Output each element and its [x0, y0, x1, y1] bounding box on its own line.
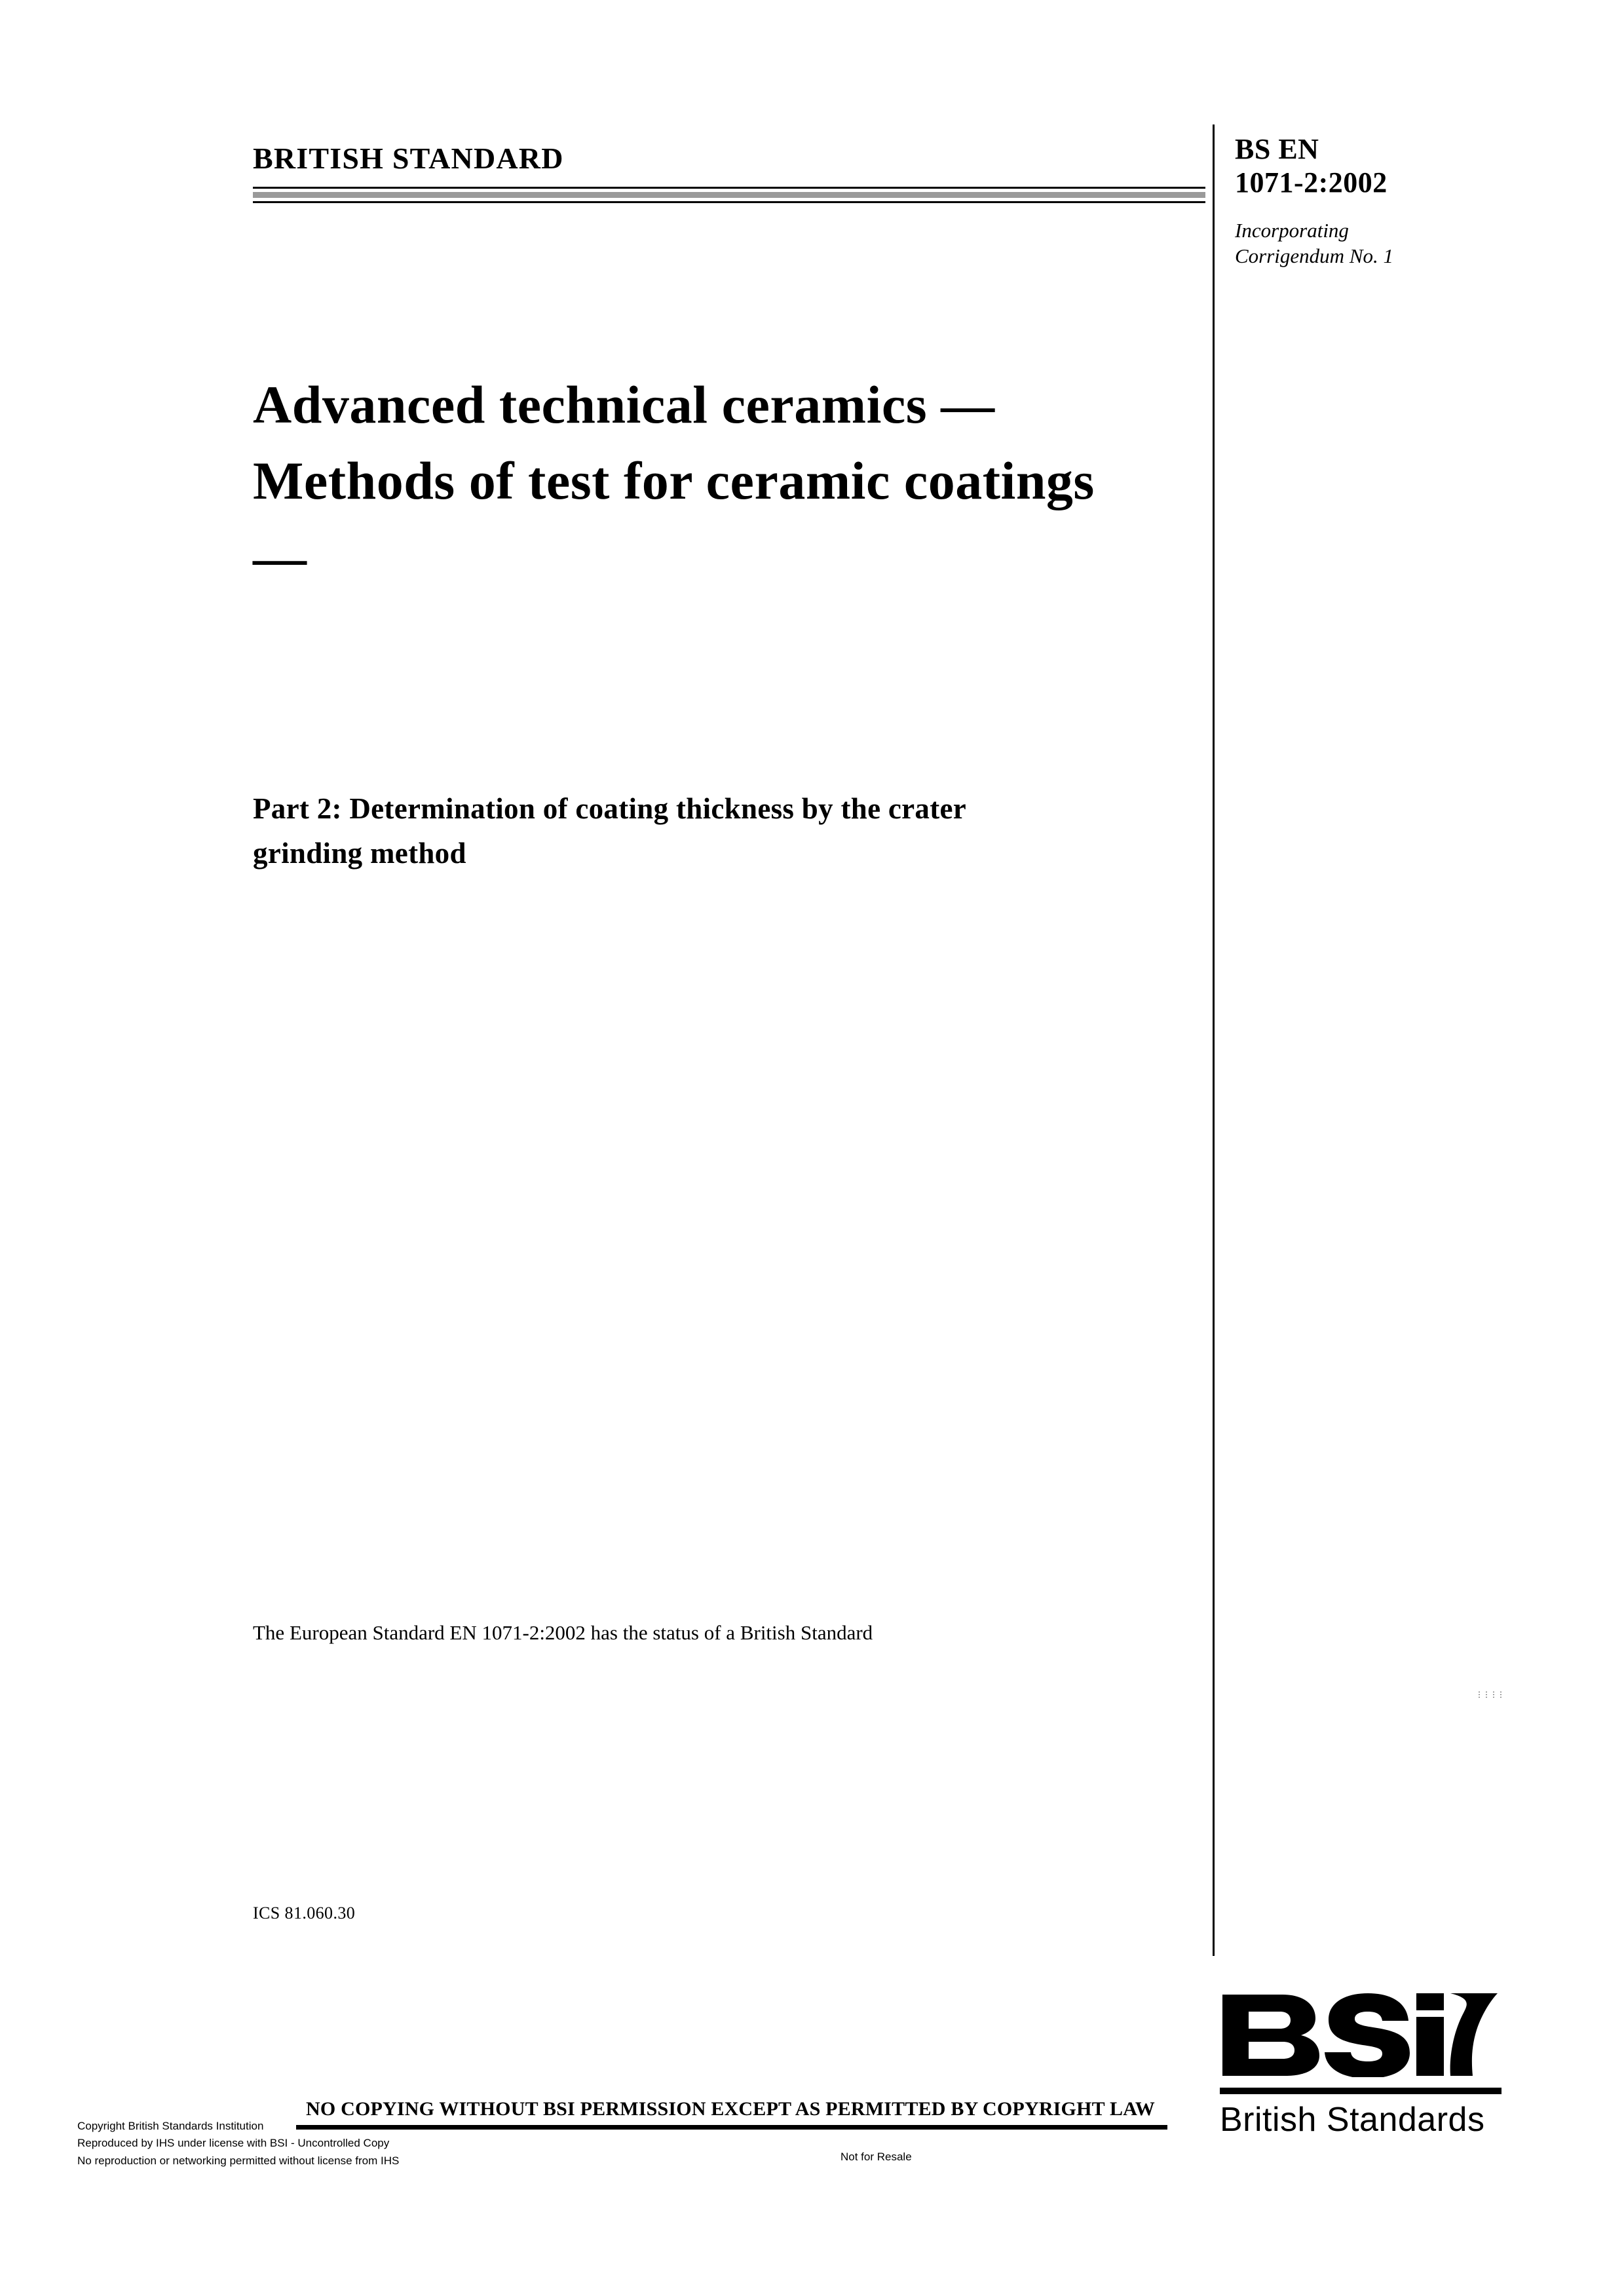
bsi-logo-mark — [1220, 1992, 1501, 2077]
page-title: Advanced technical ceramics — Methods of test for ceramic coatings — — [253, 375, 1095, 587]
bsi-wordmark: British Standards — [1220, 2101, 1485, 2139]
status-note: The European Standard EN 1071-2:2002 has the status of a British Standard — [253, 1621, 873, 1644]
page-subtitle: Part 2: Determination of coating thickness by the crater grinding method — [253, 792, 966, 870]
header-rule-bottom — [253, 201, 1205, 203]
document-number — [1235, 133, 1388, 199]
incorporating-line2: Corrigendum No. 1 — [1235, 244, 1393, 267]
incorporating-note — [1235, 218, 1393, 269]
ihs-line-2: Reproduced by IHS under license with BSI - Uncontrolled Copy — [77, 2137, 390, 2150]
ics-code: ICS 81.060.30 — [253, 1904, 356, 1923]
copyright-notice: NO COPYING WITHOUT BSI PERMISSION EXCEPT AS PERMITTED BY COPYRIGHT LAW — [306, 2098, 1155, 2120]
incorporating-line1: Incorporating — [1235, 219, 1349, 242]
footer-rule — [296, 2125, 1167, 2130]
vertical-divider — [1213, 124, 1215, 1956]
bsi-logo-underline — [1220, 2088, 1501, 2094]
header-rule-top — [253, 187, 1205, 189]
document-number-line1: BS EN — [1235, 133, 1319, 165]
ihs-line-3: No reproduction or networking permitted without license from IHS — [77, 2154, 400, 2167]
header-rule-middle — [253, 192, 1205, 198]
document-number-line2: 1071-2:2002 — [1235, 166, 1388, 199]
ihs-license-block — [77, 2118, 399, 2170]
header-rules — [253, 187, 1205, 203]
british-standard-label: BRITISH STANDARD — [253, 142, 564, 175]
ihs-line-1: Copyright British Standards Institution — [77, 2120, 264, 2132]
margin-dot-marks: ⋮⋮⋮⋮ — [1475, 1690, 1504, 1699]
not-for-resale-label: Not for Resale — [840, 2151, 912, 2163]
